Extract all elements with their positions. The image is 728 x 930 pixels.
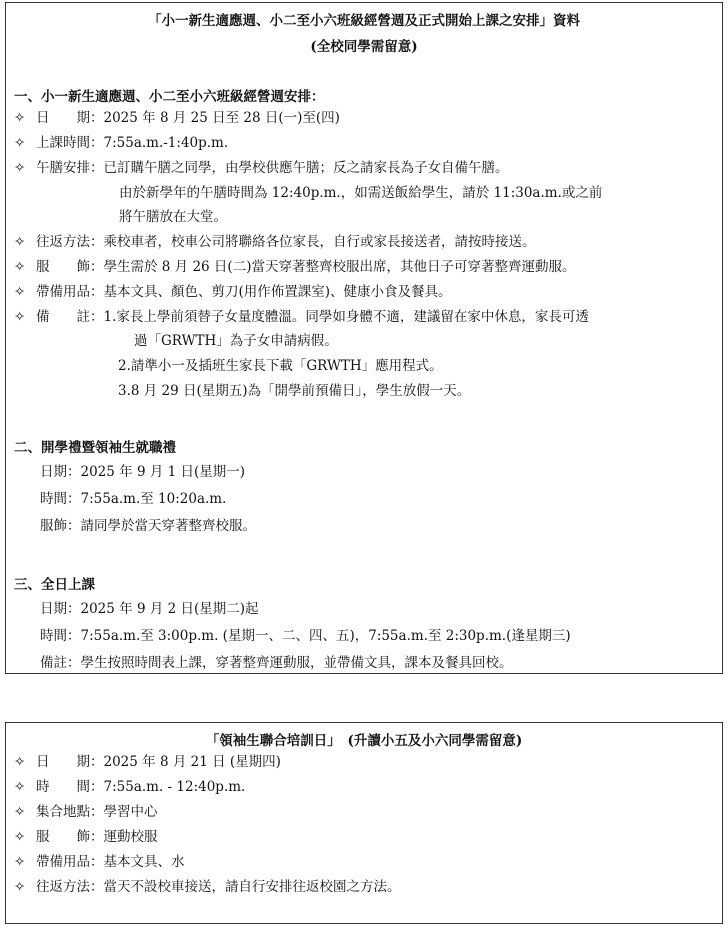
item-value: ：學習中心 <box>90 804 158 820</box>
list-item-class-time <box>14 134 228 152</box>
section-2-attire: 服飾：請同學於當天穿著整齊校服。 <box>40 518 256 534</box>
list-item-remarks <box>14 308 589 326</box>
lunch-continuation-2: 將午膳放在大堂。 <box>119 209 227 225</box>
section-3-date: 日期：2025 年 9 月 2 日(星期二)起 <box>40 601 259 617</box>
item-value: ：運動校服 <box>90 829 158 845</box>
item-label: 往返方法 <box>36 234 90 250</box>
item-value: ：2025 年 8 月 21 日 (星期四) <box>90 754 281 770</box>
remark-continuation: 過「GRWTH」為子女申請病假。 <box>134 333 338 349</box>
training-item-date <box>14 753 281 771</box>
item-value: ：1.家長上學前須替子女量度體溫。同學如身體不適，建議留在家中休息，家長可透 <box>90 309 589 325</box>
list-item-supplies <box>14 283 452 301</box>
section-2-time: 時間：7:55a.m.至 10:20a.m. <box>40 491 227 507</box>
item-label: 帶備用品 <box>36 284 90 300</box>
training-title: 「領袖生聯合培訓日」 (升讀小五及小六同學需留意) <box>205 733 523 749</box>
list-item-attire <box>14 258 575 276</box>
item-label: 午膳安排 <box>36 160 90 176</box>
bullet-icon: ✧ <box>14 829 26 845</box>
list-item-lunch <box>14 159 509 177</box>
item-value: ：2025 年 8 月 25 日至 28 日(一)至(四) <box>90 110 340 126</box>
item-label: 日 期 <box>36 110 90 126</box>
item-label: 時 間 <box>36 779 90 795</box>
section-3-remark: 備註：學生按照時間表上課，穿著整齊運動服，並帶備文具，課本及餐具回校。 <box>40 655 513 671</box>
bullet-icon: ✧ <box>14 309 26 325</box>
item-value: ：已訂購午膳之同學，由學校供應午膳；反之請家長為子女自備午膳。 <box>90 160 509 176</box>
training-item-attire <box>14 828 158 846</box>
item-value: ：當天不設校車接送，請自行安排往返校園之方法。 <box>90 879 401 895</box>
training-item-venue <box>14 803 158 821</box>
bullet-icon: ✧ <box>14 110 26 126</box>
bullet-icon: ✧ <box>14 160 26 176</box>
section-3-time: 時間：7:55a.m.至 3:00p.m. (星期一、二、四、五)，7:55a.m.至 2:30p.m.(逢星期三) <box>40 628 571 644</box>
item-value: ：基本文具、顏色、剪刀(用作佈置課室)、健康小食及餐具。 <box>90 284 452 300</box>
remark-2: 2.請準小一及插班生家長下載「GRWTH」應用程式。 <box>118 358 443 374</box>
training-item-time <box>14 778 245 796</box>
item-label: 服 飾 <box>36 259 90 275</box>
section-3-heading: 三、全日上課 <box>14 577 95 593</box>
section-1-heading: 一、小一新生適應週、小二至小六班級經營週安排： <box>14 89 325 105</box>
item-value: ：7:55a.m. - 12:40p.m. <box>90 779 246 795</box>
bullet-icon: ✧ <box>14 804 26 820</box>
bullet-icon: ✧ <box>14 879 26 895</box>
bullet-icon: ✧ <box>14 284 26 300</box>
section-2-heading: 二、開學禮暨領袖生就職禮 <box>14 440 176 456</box>
training-item-transport <box>14 878 401 896</box>
remark-3: 3.8 月 29 日(星期五)為「開學前預備日」，學生放假一天。 <box>118 383 471 399</box>
training-item-supplies <box>14 853 185 871</box>
bullet-icon: ✧ <box>14 259 26 275</box>
notice-title: 「小一新生適應週、小二至小六班級經營週及正式開始上課之安排」資料 <box>148 13 580 29</box>
item-value: ：乘校車者，校車公司將聯絡各位家長，自行或家長接送者，請按時接送。 <box>90 234 536 250</box>
section-2-date: 日期：2025 年 9 月 1 日(星期一) <box>40 464 246 480</box>
item-value: ：基本文具、水 <box>90 854 185 870</box>
item-label: 服 飾 <box>36 829 90 845</box>
item-label: 備 註 <box>36 309 90 325</box>
item-value: ：7:55a.m.-1:40p.m. <box>90 135 229 151</box>
list-item-transport <box>14 233 536 251</box>
item-label: 帶備用品 <box>36 854 90 870</box>
bullet-icon: ✧ <box>14 135 26 151</box>
arrangement-notice-box <box>5 2 723 674</box>
leader-training-notice-box <box>5 722 723 924</box>
bullet-icon: ✧ <box>14 779 26 795</box>
notice-subtitle: (全校同學需留意) <box>310 39 418 55</box>
bullet-icon: ✧ <box>14 854 26 870</box>
lunch-continuation-1: 由於新學年的午膳時間為 12:40p.m.，如需送飯給學生，請於 11:30a.m.或之前 <box>119 185 603 201</box>
item-value: ：學生需於 8 月 26 日(二)當天穿著整齊校服出席，其他日子可穿著整齊運動服。 <box>90 259 576 275</box>
item-label: 往返方法 <box>36 879 90 895</box>
list-item-date <box>14 109 340 127</box>
item-label: 上課時間 <box>36 135 90 151</box>
bullet-icon: ✧ <box>14 754 26 770</box>
bullet-icon: ✧ <box>14 234 26 250</box>
item-label: 集合地點 <box>36 804 90 820</box>
item-label: 日 期 <box>36 754 90 770</box>
